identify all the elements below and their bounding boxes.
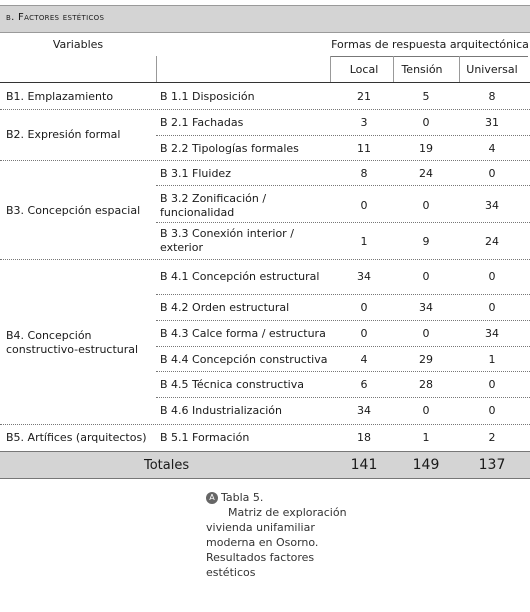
cell-local: 34: [357, 404, 371, 417]
row-separator: [156, 371, 530, 372]
group-b4-line2: constructivo-estructural: [6, 343, 139, 356]
header-divider-4: [459, 56, 460, 82]
cell-tension: 29: [419, 353, 433, 366]
section-title: b. Factores estéticos: [6, 12, 105, 23]
header-local: Local: [349, 63, 379, 76]
caption-badge-icon: A: [206, 492, 218, 504]
row-label: B 4.1 Concepción estructural: [160, 270, 320, 283]
caption-body: Matriz de exploración vivienda unifamiliar moderna en Osorno. Resultados factores estéticos: [206, 506, 347, 579]
table-caption: [206, 490, 366, 580]
header-universal: Universal: [466, 63, 518, 76]
cell-tension: 0: [422, 327, 430, 340]
cell-tension: 1: [422, 431, 430, 444]
cell-universal: 0: [488, 270, 496, 283]
cell-universal: 2: [488, 431, 496, 444]
row-separator: [156, 135, 530, 136]
cell-tension: 9: [422, 235, 430, 248]
total-local: 141: [350, 457, 378, 473]
header-tension: Tensión: [401, 63, 443, 76]
cell-local: 0: [360, 301, 368, 314]
header-divider-2: [330, 56, 331, 82]
row-label: B 4.3 Calce forma / estructura: [160, 327, 326, 340]
total-universal: 137: [478, 457, 506, 473]
row-label: B 4.6 Industrialización: [160, 404, 282, 417]
cell-tension: 34: [419, 301, 433, 314]
group-b1: B1. Emplazamiento: [6, 90, 114, 103]
cell-tension: 19: [419, 142, 433, 155]
cell-universal: 31: [485, 116, 499, 129]
formas-underline: [330, 56, 528, 57]
totals-label: Totales: [144, 458, 190, 473]
cell-local: 3: [360, 116, 368, 129]
row-label: B 2.1 Fachadas: [160, 116, 244, 129]
header-divider-3: [393, 56, 394, 82]
row-label: B 5.1 Formación: [160, 431, 250, 444]
cell-universal: 0: [488, 301, 496, 314]
cell-universal: 4: [488, 142, 496, 155]
cell-local: 8: [360, 167, 368, 180]
row-label: B 3.1 Fluidez: [160, 167, 231, 180]
row-label-cont: exterior: [160, 241, 203, 254]
cell-universal: 0: [488, 167, 496, 180]
cell-tension: 0: [422, 116, 430, 129]
row-separator: [156, 320, 530, 321]
cell-tension: 24: [419, 167, 433, 180]
total-tension: 149: [412, 457, 440, 473]
group-separator: [0, 109, 530, 110]
row-separator: [156, 185, 530, 186]
cell-local: 18: [357, 431, 371, 444]
header-formas: Formas de respuesta arquitectónica: [331, 38, 529, 51]
cell-universal: 24: [485, 235, 499, 248]
cell-tension: 0: [422, 199, 430, 212]
cell-local: 0: [360, 199, 368, 212]
row-label: B 1.1 Disposición: [160, 90, 255, 103]
group-b3: B3. Concepción espacial: [6, 204, 141, 217]
group-separator: [0, 160, 530, 161]
group-separator: [0, 259, 530, 260]
cell-universal: 34: [485, 199, 499, 212]
cell-universal: 0: [488, 404, 496, 417]
cell-local: 21: [357, 90, 371, 103]
cell-universal: 1: [488, 353, 496, 366]
group-separator: [0, 424, 530, 425]
cell-tension: 0: [422, 270, 430, 283]
totals-row: [0, 451, 530, 479]
cell-universal: 0: [488, 378, 496, 391]
row-label: B 4.2 Orden estructural: [160, 301, 290, 314]
row-separator: [156, 397, 530, 398]
cell-local: 6: [360, 378, 368, 391]
row-label: B 4.4 Concepción constructiva: [160, 353, 328, 366]
header-rule: [0, 82, 530, 83]
cell-local: 4: [360, 353, 368, 366]
row-label: B 3.2 Zonificación /: [160, 192, 267, 205]
cell-universal: 34: [485, 327, 499, 340]
header-divider-1: [156, 56, 157, 82]
row-label: B 2.2 Tipologías formales: [160, 142, 299, 155]
cell-tension: 5: [422, 90, 430, 103]
cell-universal: 8: [488, 90, 496, 103]
row-separator: [156, 346, 530, 347]
caption-title: Tabla 5.: [221, 491, 264, 504]
cell-local: 0: [360, 327, 368, 340]
cell-local: 11: [357, 142, 371, 155]
cell-local: 1: [360, 235, 368, 248]
row-label-cont: funcionalidad: [160, 206, 235, 219]
section-header: [0, 5, 530, 33]
cell-tension: 28: [419, 378, 433, 391]
cell-tension: 0: [422, 404, 430, 417]
row-label: B 3.3 Conexión interior /: [160, 227, 294, 240]
row-label: B 4.5 Técnica constructiva: [160, 378, 304, 391]
cell-local: 34: [357, 270, 371, 283]
row-separator: [156, 294, 530, 295]
group-b2: B2. Expresión formal: [6, 128, 121, 141]
group-b5: B5. Artífices (arquitectos): [6, 431, 147, 444]
row-separator: [156, 222, 530, 223]
group-b4-line1: B4. Concepción: [6, 329, 92, 342]
header-variables: Variables: [52, 38, 104, 51]
